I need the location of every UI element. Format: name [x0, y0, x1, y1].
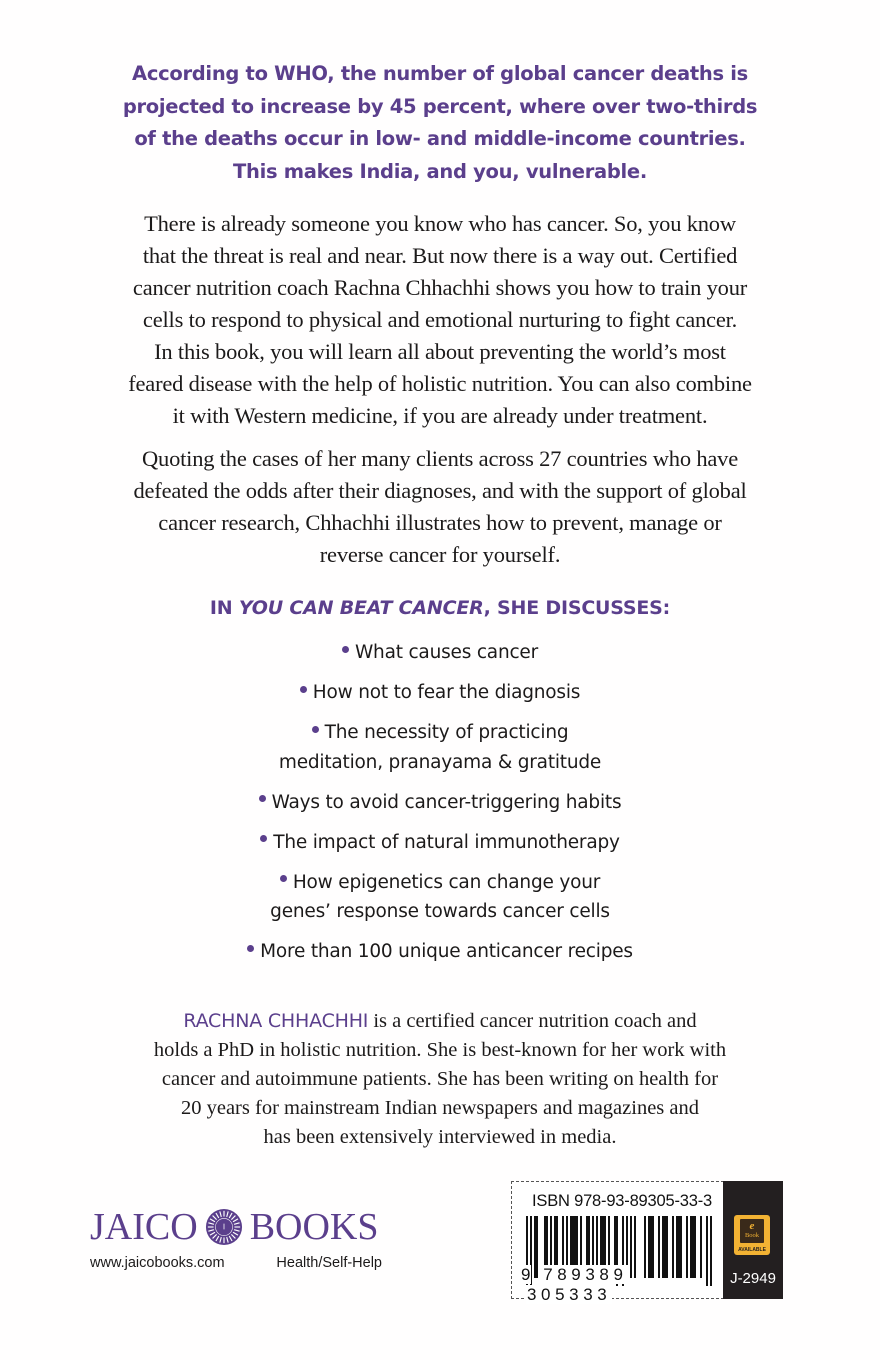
description-paragraph-2	[80, 443, 800, 571]
isbn-label: ISBN 978-93-89305-33-3	[532, 1192, 712, 1210]
topic-item	[100, 828, 780, 858]
side-panel	[723, 1181, 783, 1299]
bio-line: 20 years for mainstream Indian newspapers and magazines and	[180, 1097, 699, 1119]
intro-line: of the deaths occur in low- and middle-income countries.	[134, 127, 746, 150]
ebook-icon	[740, 1219, 764, 1243]
topic-text-continued: meditation, pranayama & gratitude	[278, 751, 602, 773]
book-title: YOU CAN BEAT CANCER	[238, 597, 484, 619]
intro-line: This makes India, and you, vulnerable.	[233, 159, 647, 183]
bullet-icon	[300, 686, 307, 693]
bullet-icon	[342, 646, 349, 653]
author-name: RACHNA CHHACHHI	[183, 1010, 369, 1032]
topic-text-continued: genes’ response towards cancer cells	[270, 901, 610, 922]
intro-callout	[90, 58, 790, 188]
publisher-name-right: BOOKS	[249, 1206, 379, 1248]
catalog-code: J-2949	[730, 1270, 776, 1287]
bio-text: is a certified cancer nutrition coach and	[368, 1010, 697, 1032]
text-line: cells to respond to physical and emotional nurturing to fight cancer.	[142, 307, 738, 332]
heading-prefix: IN	[209, 597, 239, 619]
bio-line: cancer and autoimmune patients. She has been writing on health for	[161, 1068, 719, 1090]
intro-line: projected to increase by 45 percent, where over two-thirds	[122, 94, 758, 118]
topic-item	[100, 638, 780, 668]
publisher-logo	[90, 1205, 390, 1249]
text-line: cancer nutrition coach Rachna Chhachhi shows you how to train your	[132, 275, 748, 300]
publisher-block	[90, 1205, 390, 1271]
heading-suffix: , SHE DISCUSSES:	[483, 597, 671, 619]
barcode-digits-group-1: 789389	[543, 1265, 628, 1284]
topic-text: The impact of natural immunotherapy	[273, 831, 620, 853]
topic-item	[100, 678, 780, 708]
topic-text: What causes cancer	[354, 642, 539, 663]
text-line: feared disease with the help of holistic nutrition. You can also combine	[128, 371, 752, 396]
bio-line: holds a PhD in holistic nutrition. She is best-known for her work with	[153, 1039, 727, 1061]
bullet-icon	[247, 945, 254, 952]
ebook-available-label: AVAILABLE	[738, 1247, 766, 1253]
bio-line: has been extensively interviewed in media.	[263, 1126, 617, 1148]
bullet-icon	[260, 835, 267, 842]
bullet-icon	[259, 795, 266, 802]
publisher-website[interactable]: www.jaicobooks.com	[90, 1255, 225, 1271]
text-line: cancer research, Chhachhi illustrates how to prevent, manage or	[158, 510, 722, 535]
ebook-available-badge	[734, 1215, 770, 1255]
text-line: Quoting the cases of her many clients across 27 countries who have	[141, 446, 738, 471]
isbn-barcode-box	[511, 1181, 724, 1304]
barcode-digits	[520, 1265, 723, 1305]
text-line: reverse cancer for yourself.	[319, 542, 561, 567]
author-bio	[100, 1007, 780, 1152]
bullet-icon	[312, 726, 319, 733]
ebook-book: Book	[744, 1232, 760, 1239]
topic-item	[100, 788, 780, 818]
text-line: it with Western medicine, if you are already under treatment.	[172, 403, 708, 428]
text-line: In this book, you will learn all about preventing the world’s most	[154, 339, 726, 364]
barcode-digit-lead: 9	[521, 1265, 531, 1284]
topic-text: How not to fear the diagnosis	[312, 682, 581, 703]
topic-item	[100, 868, 780, 927]
topic-text: More than 100 unique anticancer recipes	[260, 941, 633, 962]
chakra-seal-icon	[205, 1208, 243, 1246]
text-line: that the threat is real and near. But now there is a way out. Certified	[142, 243, 738, 268]
topic-item	[100, 937, 780, 967]
text-line: defeated the odds after their diagnoses, and with the support of global	[133, 478, 747, 503]
publisher-name-left: JAICO	[90, 1206, 198, 1248]
discusses-heading	[100, 597, 780, 619]
topic-text: Ways to avoid cancer-triggering habits	[271, 791, 622, 813]
text-line: There is already someone you know who has cancer. So, you know	[144, 211, 736, 236]
topics-list	[100, 638, 780, 977]
topic-text: The necessity of practicing	[324, 722, 569, 743]
topic-text: How epigenetics can change your	[292, 871, 601, 893]
topic-item	[100, 718, 780, 777]
barcode-digits-group-2: 305333	[527, 1285, 612, 1304]
book-category: Health/Self-Help	[276, 1255, 382, 1271]
description-paragraph-1	[80, 208, 800, 432]
intro-line: According to WHO, the number of global cancer deaths is	[132, 62, 748, 85]
bullet-icon	[280, 875, 287, 882]
ebook-e: e	[749, 1220, 755, 1232]
